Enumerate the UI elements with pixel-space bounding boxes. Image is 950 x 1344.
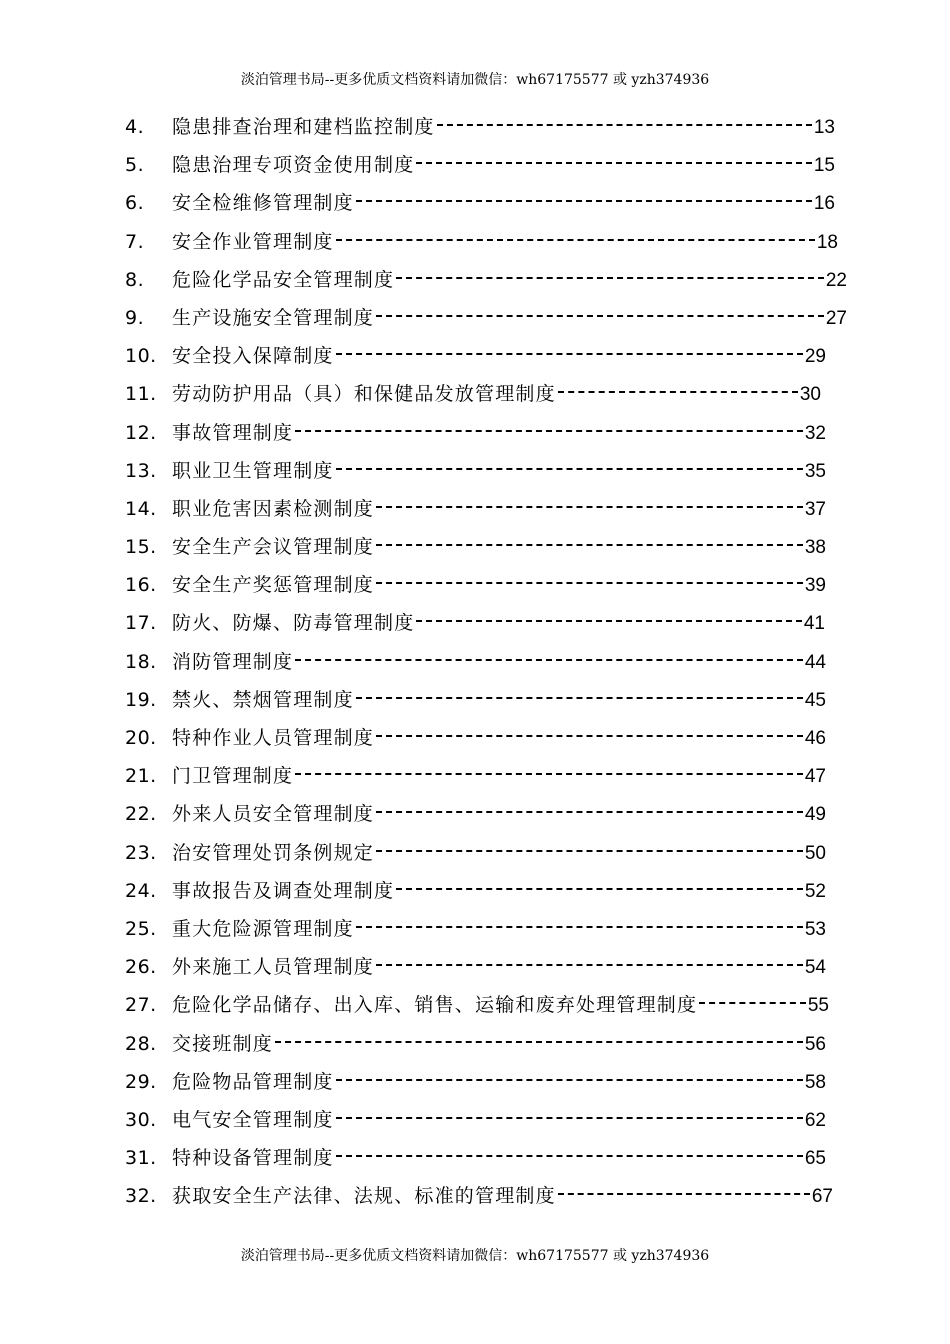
toc-leader	[396, 277, 824, 279]
toc-entry	[0, 299, 950, 337]
toc-entry-line	[172, 757, 826, 796]
toc-entry-line	[172, 719, 826, 758]
toc-entry-title: 职业危害因素检测制度	[172, 497, 375, 520]
toc-entry-title: 特种设备管理制度	[172, 1147, 334, 1170]
toc-leader	[558, 1193, 810, 1195]
toc-entry-page: 37	[804, 498, 826, 520]
toc-entry-page: 46	[804, 728, 826, 749]
toc-entry-page: 45	[804, 689, 826, 711]
toc-entry-title: 防火、防爆、防毒管理制度	[172, 612, 415, 635]
toc-leader	[336, 239, 815, 241]
toc-leader	[356, 926, 803, 928]
toc-entry	[0, 1101, 950, 1139]
toc-entry-title: 安全作业管理制度	[172, 230, 334, 253]
toc-entry-title: 劳动防护用品（具）和保健品发放管理制度	[172, 383, 556, 406]
toc-entry-number: 7.	[125, 230, 145, 253]
toc-entry-number: 29.	[125, 1070, 157, 1093]
toc-entry-page: 18	[816, 231, 838, 253]
toc-entry-page: 29	[804, 346, 826, 368]
toc-leader	[376, 506, 803, 508]
toc-entry-title: 安全检维修管理制度	[172, 192, 354, 215]
toc-leader	[376, 850, 803, 852]
toc-leader	[295, 430, 803, 432]
toc-entry-number: 13.	[125, 459, 157, 482]
toc-entry-page: 35	[804, 460, 826, 482]
toc-entry-title: 生产设施安全管理制度	[172, 306, 375, 329]
toc-entry	[0, 566, 950, 604]
toc-entry-page: 30	[799, 384, 821, 406]
toc-entry-page: 65	[804, 1148, 826, 1170]
toc-entry-title: 隐患排查治理和建档监控制度	[172, 116, 435, 138]
toc-entry	[0, 528, 950, 566]
toc-leader	[336, 353, 803, 355]
toc-entry-number: 15.	[125, 536, 157, 559]
toc-leader	[336, 1155, 803, 1157]
toc-entry-page: 55	[807, 995, 829, 1017]
toc-entry-line	[172, 948, 826, 987]
toc-entry-number: 20.	[125, 727, 157, 749]
toc-entry-page: 27	[825, 307, 847, 329]
toc-entry-title: 特种作业人员管理制度	[172, 727, 375, 749]
toc-leader	[295, 659, 803, 661]
toc-entry-number: 4.	[125, 116, 145, 138]
toc-entry-line	[172, 795, 826, 834]
toc-entry-line	[172, 643, 826, 682]
toc-entry	[0, 223, 950, 261]
toc-leader	[356, 200, 812, 202]
toc-leader	[356, 697, 803, 699]
toc-entry	[0, 795, 950, 833]
toc-entry-line	[172, 1063, 826, 1102]
toc-leader	[416, 620, 801, 622]
toc-entry	[0, 1063, 950, 1101]
toc-entry-title: 事故管理制度	[172, 421, 294, 444]
toc-entry-page: 62	[804, 1109, 826, 1131]
toc-entry-line	[172, 375, 821, 414]
toc-entry	[0, 986, 950, 1024]
toc-entry	[0, 948, 950, 986]
toc-entry-line	[172, 490, 826, 529]
toc-entry-title: 事故报告及调查处理制度	[172, 879, 395, 902]
toc-entry-title: 治安管理处罚条例规定	[172, 841, 375, 864]
toc-entry-number: 14.	[125, 497, 157, 520]
toc-entry-page: 47	[804, 766, 826, 788]
toc-entry-title: 外来施工人员管理制度	[172, 956, 375, 979]
toc-entry-number: 6.	[125, 192, 145, 215]
toc-entry-line	[172, 184, 835, 223]
toc-entry-line	[172, 452, 826, 491]
toc-entry-number: 22.	[125, 803, 157, 826]
toc-leader	[376, 811, 803, 813]
toc-entry-page: 44	[804, 651, 826, 673]
toc-entry-title: 安全生产会议管理制度	[172, 536, 375, 559]
toc-entry	[0, 681, 950, 719]
toc-entry-number: 9.	[125, 306, 145, 329]
toc-entry-title: 消防管理制度	[172, 650, 294, 673]
toc-entry	[0, 604, 950, 642]
toc-entry-line	[172, 872, 826, 911]
toc-entry	[0, 146, 950, 184]
toc-entry-line	[172, 566, 826, 605]
toc-leader	[336, 1079, 803, 1081]
toc-entry-line	[172, 834, 826, 873]
table-of-contents	[0, 108, 950, 1215]
toc-entry	[0, 375, 950, 413]
toc-entry-title: 危险化学品安全管理制度	[172, 268, 395, 291]
toc-entry-title: 门卫管理制度	[172, 765, 294, 788]
page-header: 淡泊管理书局--更多优质文档资料请加微信：wh67175577 或 yzh374936	[240, 72, 710, 88]
toc-entry	[0, 1139, 950, 1177]
toc-leader	[699, 1002, 806, 1004]
toc-entry-number: 19.	[125, 688, 157, 711]
toc-entry	[0, 834, 950, 872]
toc-entry-page: 16	[813, 193, 835, 215]
toc-entry-number: 26.	[125, 956, 157, 979]
toc-entry-page: 52	[804, 880, 826, 902]
toc-entry-number: 10.	[125, 345, 157, 368]
toc-entry-title: 危险物品管理制度	[172, 1070, 334, 1093]
toc-entry-title: 外来人员安全管理制度	[172, 803, 375, 826]
toc-entry-number: 23.	[125, 841, 157, 864]
page-footer: 淡泊管理书局--更多优质文档资料请加微信：wh67175577 或 yzh374936	[240, 1248, 710, 1264]
toc-entry-page: 15	[813, 155, 835, 177]
toc-entry-line	[172, 681, 826, 720]
toc-entry	[0, 872, 950, 910]
toc-entry-line	[172, 146, 835, 185]
toc-entry-line	[172, 414, 826, 453]
toc-leader	[336, 468, 803, 470]
toc-entry-number: 8.	[125, 268, 145, 291]
toc-entry-title: 重大危险源管理制度	[172, 917, 354, 940]
toc-entry-number: 16.	[125, 574, 157, 597]
toc-entry	[0, 452, 950, 490]
toc-entry-number: 30.	[125, 1108, 157, 1131]
toc-entry-title: 职业卫生管理制度	[172, 459, 334, 482]
toc-entry-page: 53	[804, 918, 826, 940]
toc-leader	[396, 888, 803, 890]
toc-entry	[0, 184, 950, 222]
toc-entry-line	[172, 299, 847, 338]
toc-entry-page: 22	[825, 269, 847, 291]
toc-entry-line	[172, 528, 826, 567]
toc-entry-number: 17.	[125, 612, 157, 635]
toc-leader	[437, 124, 812, 126]
toc-entry-page: 58	[804, 1071, 826, 1093]
toc-entry-title: 获取安全生产法律、法规、标准的管理制度	[172, 1185, 556, 1208]
toc-entry	[0, 1025, 950, 1063]
toc-entry-page: 13	[813, 117, 835, 138]
toc-entry-number: 28.	[125, 1032, 157, 1055]
toc-entry-line	[172, 1177, 833, 1216]
toc-entry	[0, 643, 950, 681]
toc-entry-number: 24.	[125, 879, 157, 902]
toc-entry-number: 27.	[125, 994, 157, 1017]
toc-entry-number: 32.	[125, 1185, 157, 1208]
toc-entry-title: 交接班制度	[172, 1032, 274, 1055]
toc-entry-page: 54	[804, 957, 826, 979]
toc-entry	[0, 337, 950, 375]
toc-leader	[558, 391, 798, 393]
toc-entry-number: 31.	[125, 1147, 157, 1170]
toc-entry-page: 67	[811, 1186, 833, 1208]
toc-entry-page: 49	[804, 804, 826, 826]
toc-entry-number: 11.	[125, 383, 157, 406]
toc-leader	[376, 735, 803, 737]
toc-entry-page: 38	[804, 537, 826, 559]
toc-entry	[0, 757, 950, 795]
toc-leader	[376, 582, 803, 584]
toc-entry-number: 12.	[125, 421, 157, 444]
toc-entry-page: 56	[804, 1033, 826, 1055]
toc-leader	[336, 1117, 803, 1119]
toc-entry-title: 隐患治理专项资金使用制度	[172, 154, 415, 177]
toc-entry-title: 电气安全管理制度	[172, 1108, 334, 1131]
toc-entry-number: 18.	[125, 650, 157, 673]
toc-leader	[416, 162, 811, 164]
toc-entry	[0, 719, 950, 757]
toc-entry-number: 5.	[125, 154, 145, 177]
toc-entry-line	[172, 604, 825, 643]
toc-entry-title: 安全生产奖惩管理制度	[172, 574, 375, 597]
toc-entry-line	[172, 986, 829, 1025]
toc-entry-title: 危险化学品储存、出入库、销售、运输和废弃处理管理制度	[172, 994, 698, 1017]
toc-entry-line	[172, 223, 838, 262]
toc-entry-line	[172, 337, 826, 376]
toc-entry-page: 32	[804, 422, 826, 444]
toc-entry	[0, 910, 950, 948]
toc-entry-page: 39	[804, 575, 826, 597]
toc-entry-line	[172, 1139, 826, 1178]
toc-entry-title: 安全投入保障制度	[172, 345, 334, 368]
toc-leader	[376, 544, 803, 546]
toc-entry	[0, 1177, 950, 1215]
toc-entry-title: 禁火、禁烟管理制度	[172, 688, 354, 711]
toc-entry	[0, 490, 950, 528]
toc-entry	[0, 261, 950, 299]
toc-entry-line	[172, 1025, 826, 1064]
toc-entry	[0, 108, 950, 146]
toc-leader	[376, 315, 824, 317]
toc-leader	[295, 773, 803, 775]
toc-leader	[376, 964, 803, 966]
toc-leader	[275, 1041, 803, 1043]
toc-entry	[0, 414, 950, 452]
toc-entry-page: 50	[804, 842, 826, 864]
toc-entry-line	[172, 261, 847, 300]
toc-entry-page: 41	[803, 613, 825, 635]
toc-entry-line	[172, 108, 835, 147]
toc-entry-line	[172, 910, 826, 949]
toc-entry-line	[172, 1101, 826, 1140]
toc-entry-number: 21.	[125, 765, 157, 788]
toc-entry-number: 25.	[125, 917, 157, 940]
